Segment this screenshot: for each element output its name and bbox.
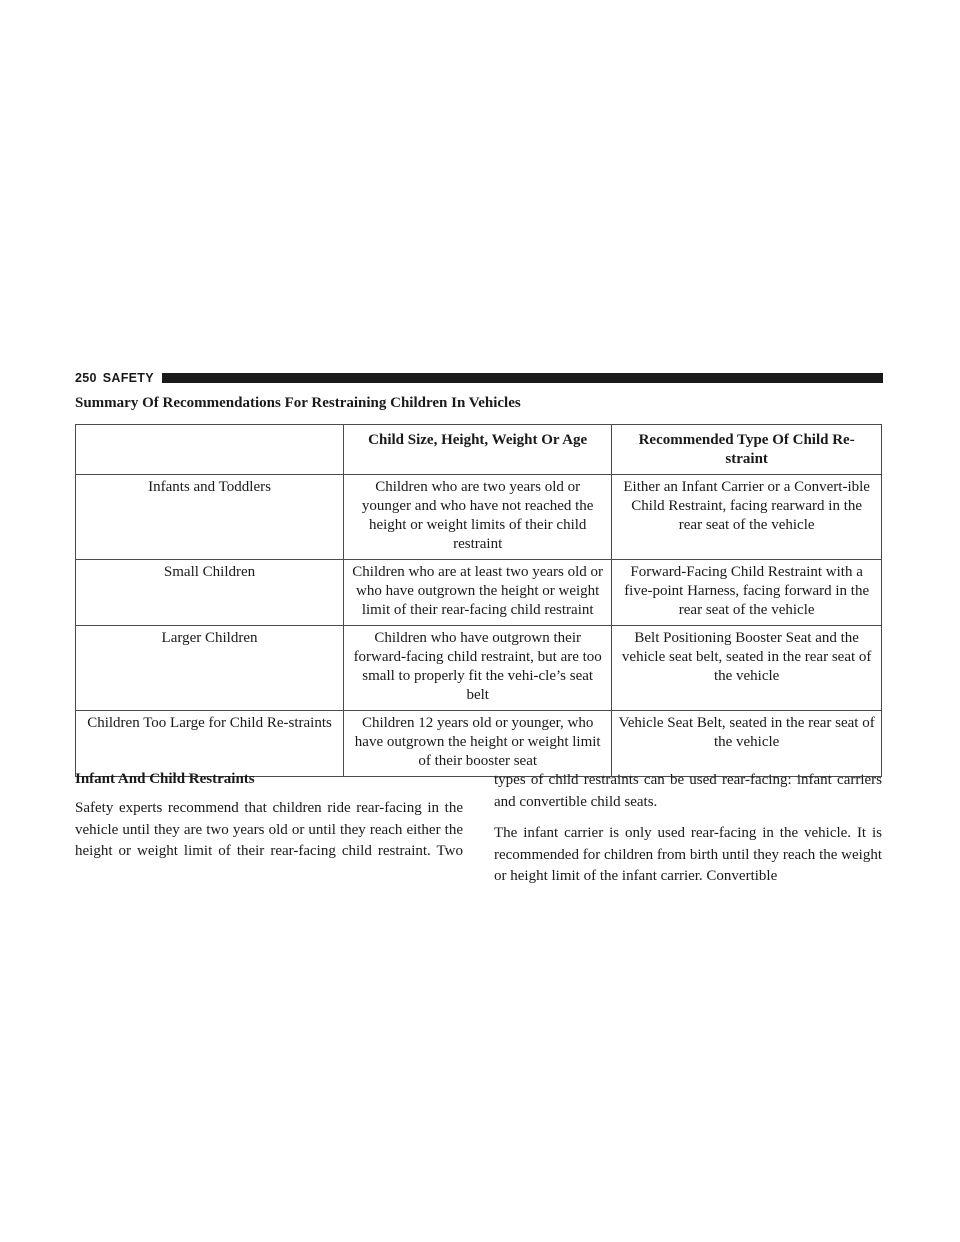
table-header-row	[76, 425, 882, 475]
row-category: Larger Children	[76, 626, 344, 711]
page-number: 250	[75, 371, 97, 385]
row-size: Children 12 years old or younger, who have outgrown the height or weight limit of their booster seat	[344, 711, 612, 777]
table-row	[76, 626, 882, 711]
row-restraint: Forward-Facing Child Restraint with a five-point Harness, facing forward in the rear seat of the vehicle	[612, 560, 882, 626]
row-category: Infants and Toddlers	[76, 475, 344, 560]
row-size: Children who are at least two years old or who have outgrown the height or weight limit of their rear-facing child restraint	[344, 560, 612, 626]
row-restraint: Vehicle Seat Belt, seated in the rear seat of the vehicle	[612, 711, 882, 777]
text-column-right	[494, 770, 882, 898]
row-category: Children Too Large for Child Re-straints	[76, 711, 344, 777]
recommendations-table	[75, 424, 882, 777]
paragraph-safety-experts: Safety experts recommend that children ride rear-facing in the vehicle until they are two years old or until they reach either the height or weight limit of their rear-facing child restraint. Two	[75, 800, 463, 859]
text-column-left	[75, 770, 463, 873]
row-size: Children who have outgrown their forward-facing child restraint, but are too small to properly fit the vehi-cle’s seat belt	[344, 626, 612, 711]
column-header-category	[76, 425, 344, 475]
section-name: SAFETY	[102, 371, 154, 385]
section-heading: Infant And Child Restraints	[75, 771, 255, 787]
running-header	[75, 371, 883, 385]
paragraph-infant-carrier: The infant carrier is only used rear-facing in the vehicle. It is recommended for children from birth until they reach the weight or height limit of the infant carrier. Convertible	[494, 825, 882, 884]
table-row	[76, 560, 882, 626]
header-rule	[162, 373, 883, 383]
table-row	[76, 711, 882, 777]
row-restraint: Either an Infant Carrier or a Convert-ible Child Restraint, facing rearward in the rear seat of the vehicle	[612, 475, 882, 560]
column-header-size: Child Size, Height, Weight Or Age	[344, 425, 612, 475]
table-row	[76, 475, 882, 560]
row-restraint: Belt Positioning Booster Seat and the vehicle seat belt, seated in the rear seat of the vehicle	[612, 626, 882, 711]
paragraph-safety-experts-continued: types of child restraints can be used rear-facing: infant carriers and convertible child seats.	[494, 772, 882, 810]
table-title: Summary Of Recommendations For Restraining Children In Vehicles	[75, 395, 521, 411]
column-header-restraint: Recommended Type Of Child Re-straint	[612, 425, 882, 475]
row-size: Children who are two years old or younger and who have not reached the height or weight limits of their child restraint	[344, 475, 612, 560]
row-category: Small Children	[76, 560, 344, 626]
